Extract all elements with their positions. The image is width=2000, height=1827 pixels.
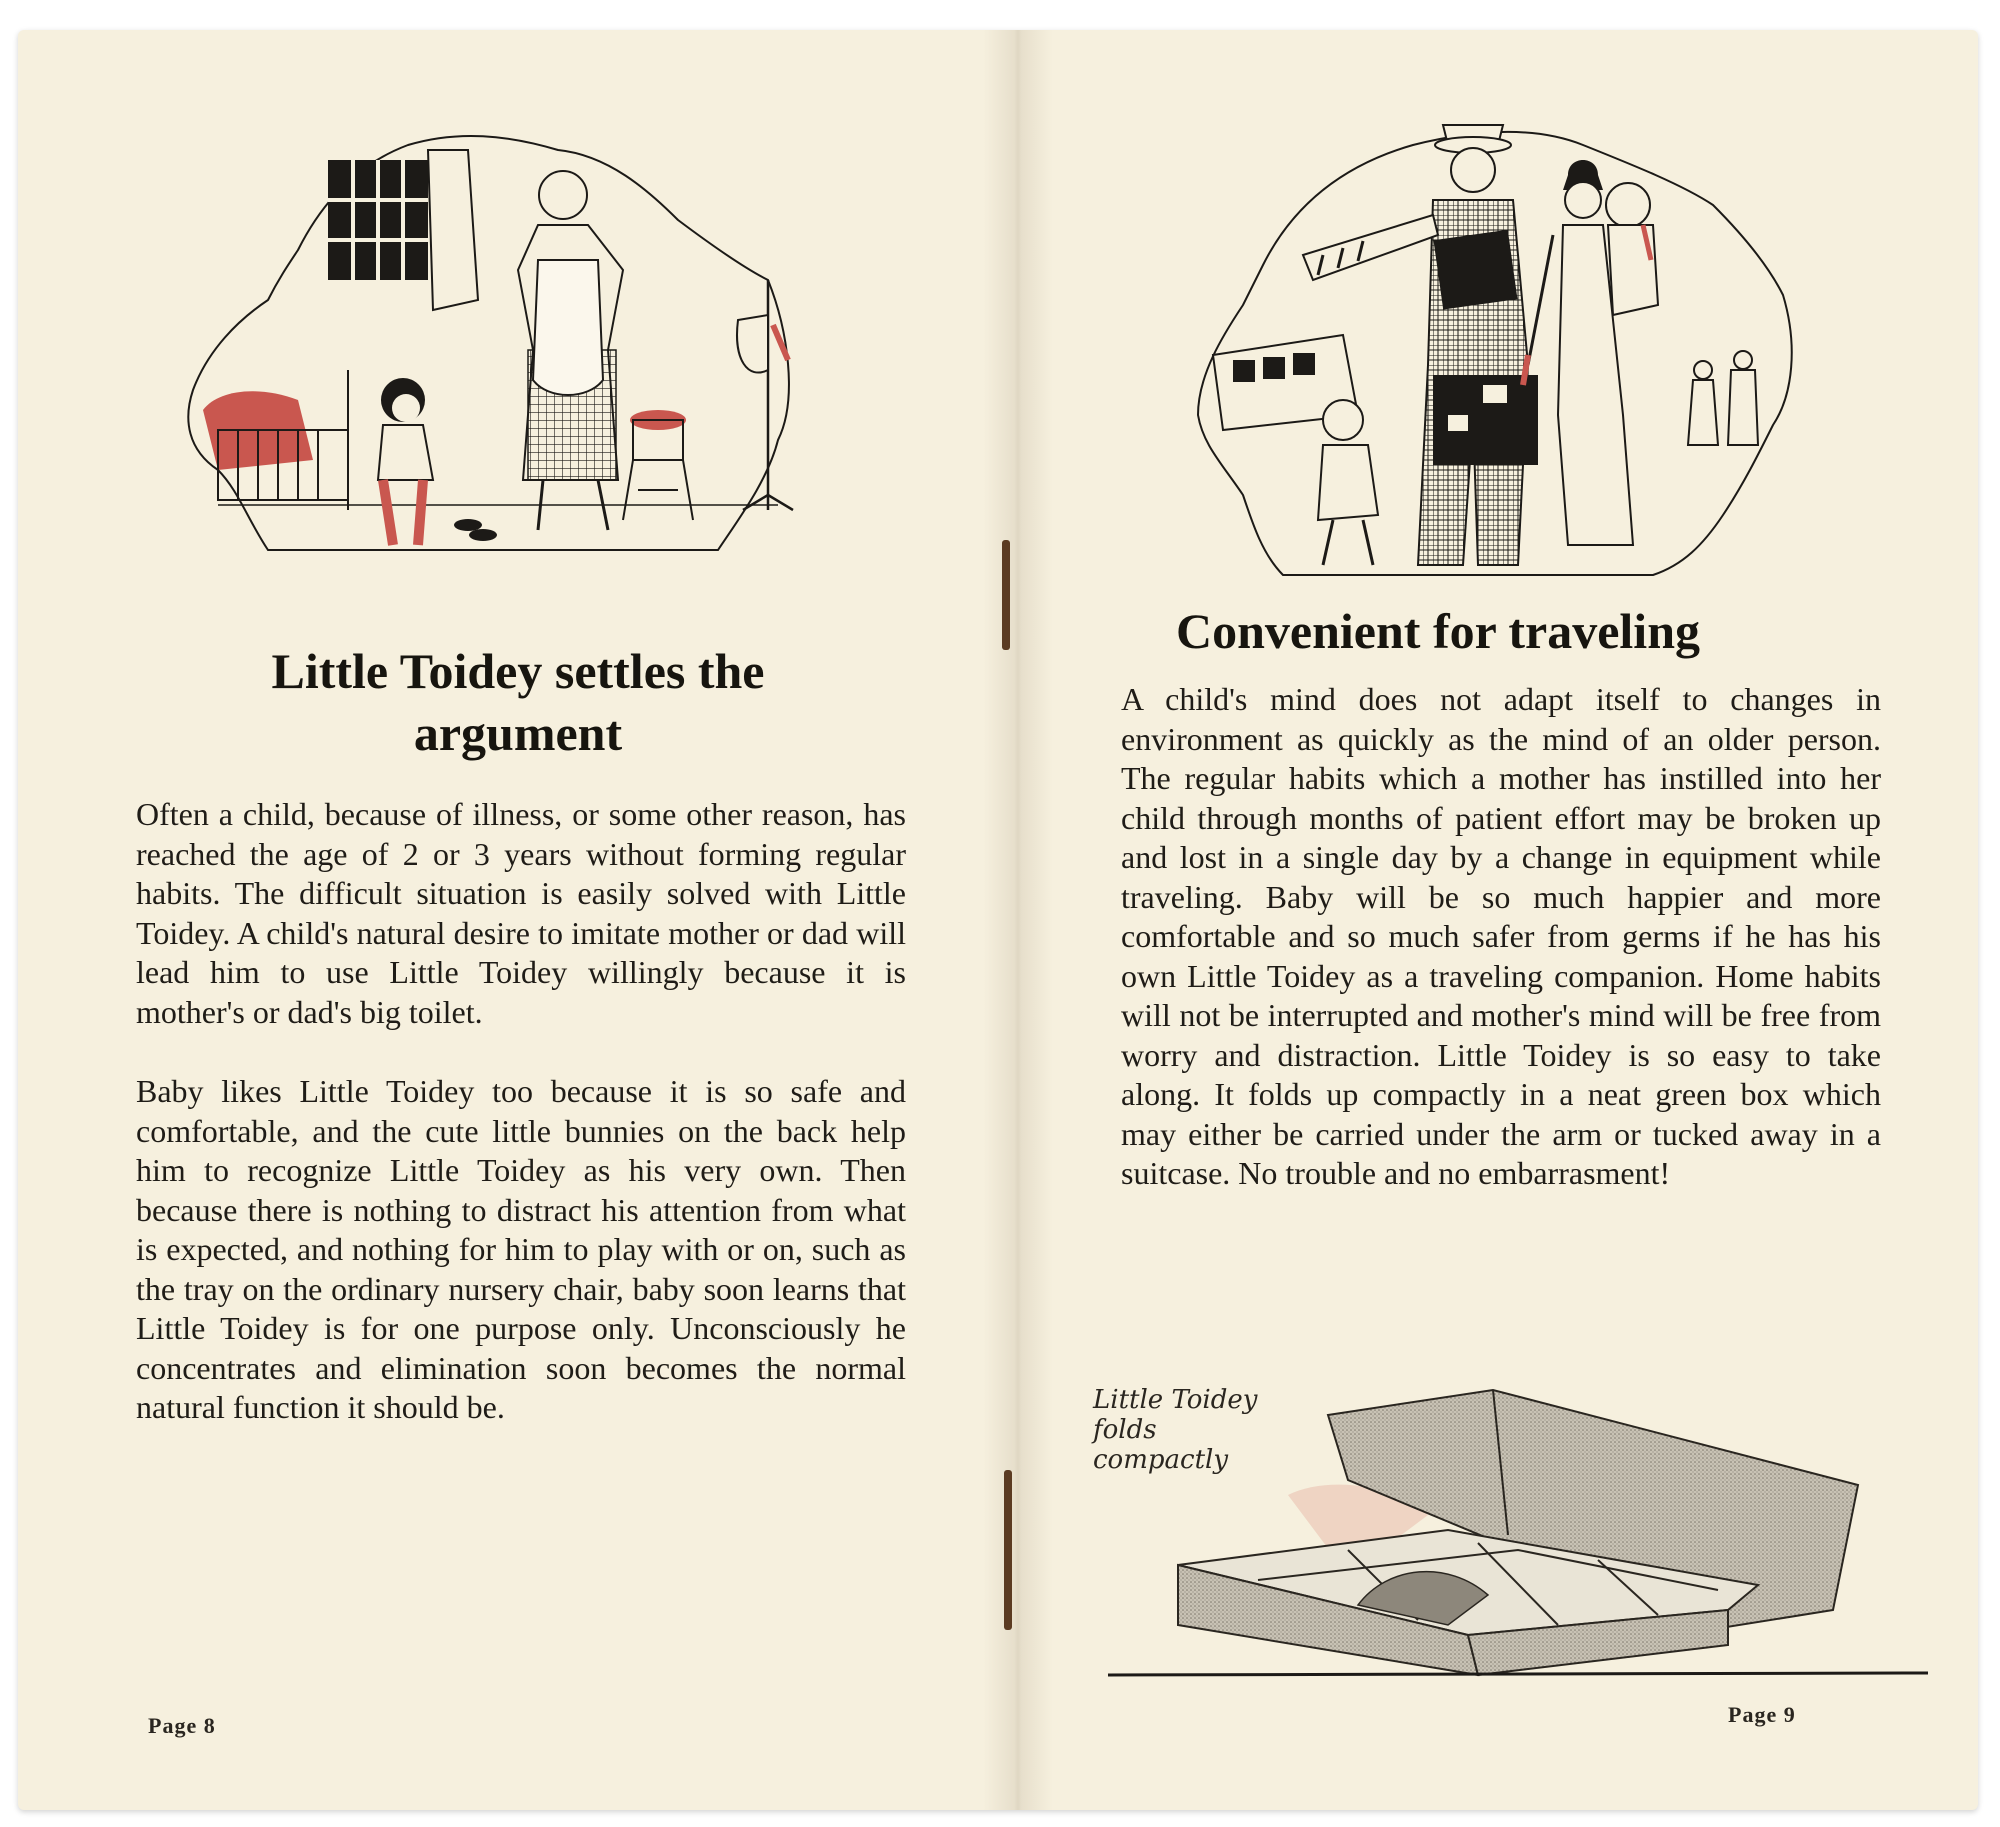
nursery-illustration (178, 100, 818, 580)
left-page (18, 30, 1003, 1810)
folded-box-illustration (1098, 1385, 1938, 1685)
box-caption-line-1: Little Toidey (1093, 1385, 1258, 1415)
staple-bottom (1004, 1470, 1012, 1630)
right-page-heading: Convenient for traveling (1175, 603, 1701, 659)
left-paragraph-2: Baby likes Little Toidey too because it is so safe and comfortable, and the cute little bunnies on the back help him to recognize Little Toidey as his very own. Then because there is nothing to distract his attention from what is expected, and nothing for him to play with or on, such as the tray on the ordinary nursery chair, baby soon learns that Little Toidey is for one purpose only. Unconsciously he concentrates and elimination soon becomes the normal natural function it should be. (136, 1073, 906, 1425)
booklet-spread (18, 30, 1978, 1810)
right-page (1018, 30, 1978, 1810)
page-number-right: Page 9 (1728, 1702, 1796, 1727)
page-number-left: Page 8 (148, 1713, 216, 1738)
box-caption-line-2: folds (1093, 1415, 1157, 1445)
left-page-body (136, 795, 906, 1428)
left-page-heading: Little Toidey settles the argument (271, 643, 765, 761)
staple-top (1002, 540, 1010, 650)
right-page-body (1121, 680, 1881, 1194)
right-paragraph-1: A child's mind does not adapt itself to changes in environment as quickly as the mind of an older person. The regular habits which a mother has instilled into her child through months of patient effort may be broken up and lost in a single day by a change in equipment while traveling. Baby will be so much happier and more comfortable and so much safer from germs if he has his own Little Toidey as a traveling companion. Home habits will not be interrupted and mother's mind will be free from worry and distraction. Little Toidey is so easy to take along. It folds up compactly in a neat green box which may either be carried under the arm or tucked away in a suitcase. No trouble and no embarrasment! (1121, 681, 1881, 1191)
left-paragraph-1: Often a child, because of illness, or some other reason, has reached the age of 2 or 3 years without forming regular habits. The difficult situation is easily solved with Little Toidey. A child's natural desire to imitate mother or dad will lead him to use Little Toidey willingly because it is mother's or dad's big toilet. (136, 796, 906, 1030)
travel-illustration (1183, 85, 1823, 615)
box-caption-line-3: compactly (1093, 1445, 1229, 1475)
